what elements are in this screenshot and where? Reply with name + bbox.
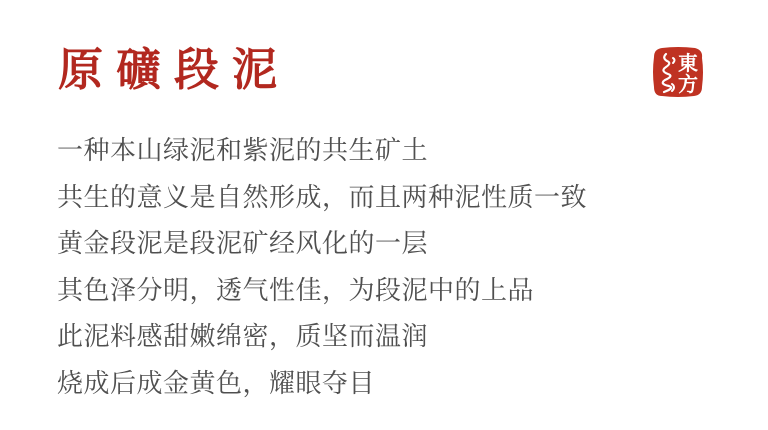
description-line: 其色泽分明，透气性佳，为段泥中的上品 [57,274,535,305]
seal-char-top: 東 [678,51,698,75]
description-line: 一种本山绿泥和紫泥的共生矿土 [57,135,429,165]
page-title: 原礦段泥 [58,43,291,96]
description-line: 此泥料感甜嫩绵密，质坚而温润 [57,321,429,351]
description-line: 黄金段泥是段泥矿经风化的一层 [57,228,429,258]
seal-char-bottom: 方 [678,72,698,96]
red-seal-stamp-icon [652,46,704,98]
description-text-block [57,127,717,406]
description-line: 烧成后成金黄色，耀眼夺目 [57,367,376,398]
description-line: 共生的意义是自然形成，而且两种泥性质一致 [57,181,588,212]
